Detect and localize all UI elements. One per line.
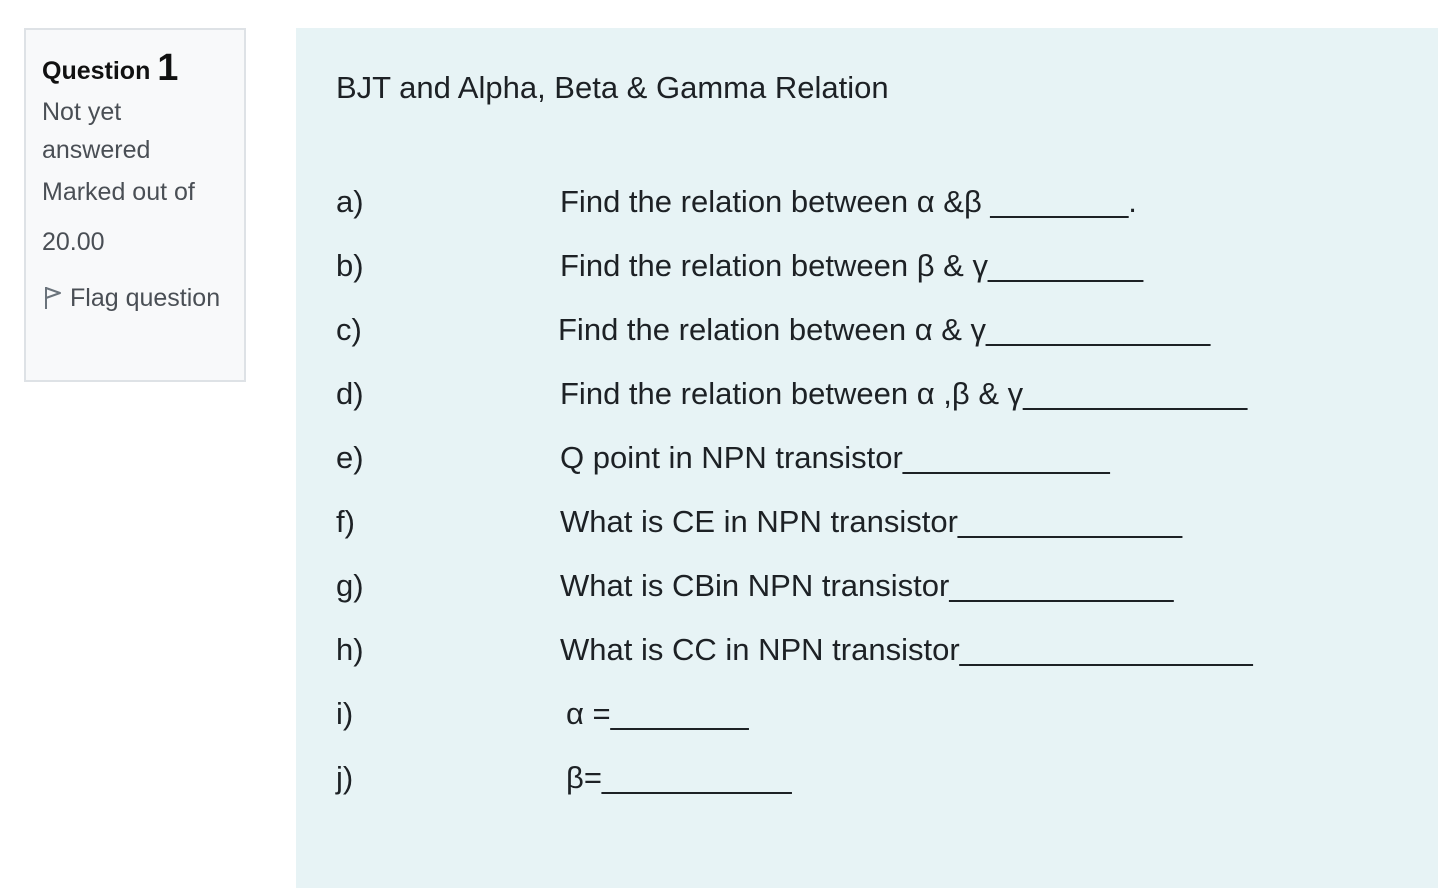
item-text: Find the relation between β & γ_________ <box>560 248 1144 283</box>
item-text: Find the relation between α & γ_____________ <box>558 312 1211 347</box>
question-content <box>296 28 1438 888</box>
flag-label: Flag question <box>70 284 221 312</box>
item-text: Find the relation between α &β ________. <box>560 184 1137 219</box>
item-letter: g) <box>336 568 364 603</box>
flag-question-link[interactable] <box>42 279 228 317</box>
item-letter: j) <box>336 760 354 795</box>
item-letter: e) <box>336 440 364 475</box>
item-text: What is CC in NPN transistor_________________ <box>560 632 1253 667</box>
grade-label: Marked out of <box>42 178 195 206</box>
flag-icon <box>42 283 64 309</box>
question-grade <box>42 173 222 261</box>
question-label: Question <box>42 57 151 85</box>
item-letter: i) <box>336 696 354 731</box>
question-title: BJT and Alpha, Beta & Gamma Relation <box>336 70 889 105</box>
item-letter: h) <box>336 632 364 667</box>
item-text: Find the relation between α ,β & γ_____________ <box>560 376 1248 411</box>
grade-value: 20.00 <box>42 228 105 256</box>
question-number: 1 <box>157 47 179 89</box>
item-letter: a) <box>336 184 364 219</box>
item-letter: c) <box>336 312 362 347</box>
question-state: Not yet answered <box>42 98 151 164</box>
item-text: β=___________ <box>566 760 792 795</box>
item-letter: d) <box>336 376 364 411</box>
question-heading <box>42 48 228 91</box>
question-info-panel <box>24 28 246 382</box>
item-text: Q point in NPN transistor____________ <box>560 440 1110 475</box>
item-text: What is CBin NPN transistor_____________ <box>560 568 1174 603</box>
item-letter: b) <box>336 248 364 283</box>
item-text: What is CE in NPN transistor_____________ <box>560 504 1183 539</box>
item-text: α =________ <box>566 696 749 731</box>
item-letter: f) <box>336 504 355 539</box>
